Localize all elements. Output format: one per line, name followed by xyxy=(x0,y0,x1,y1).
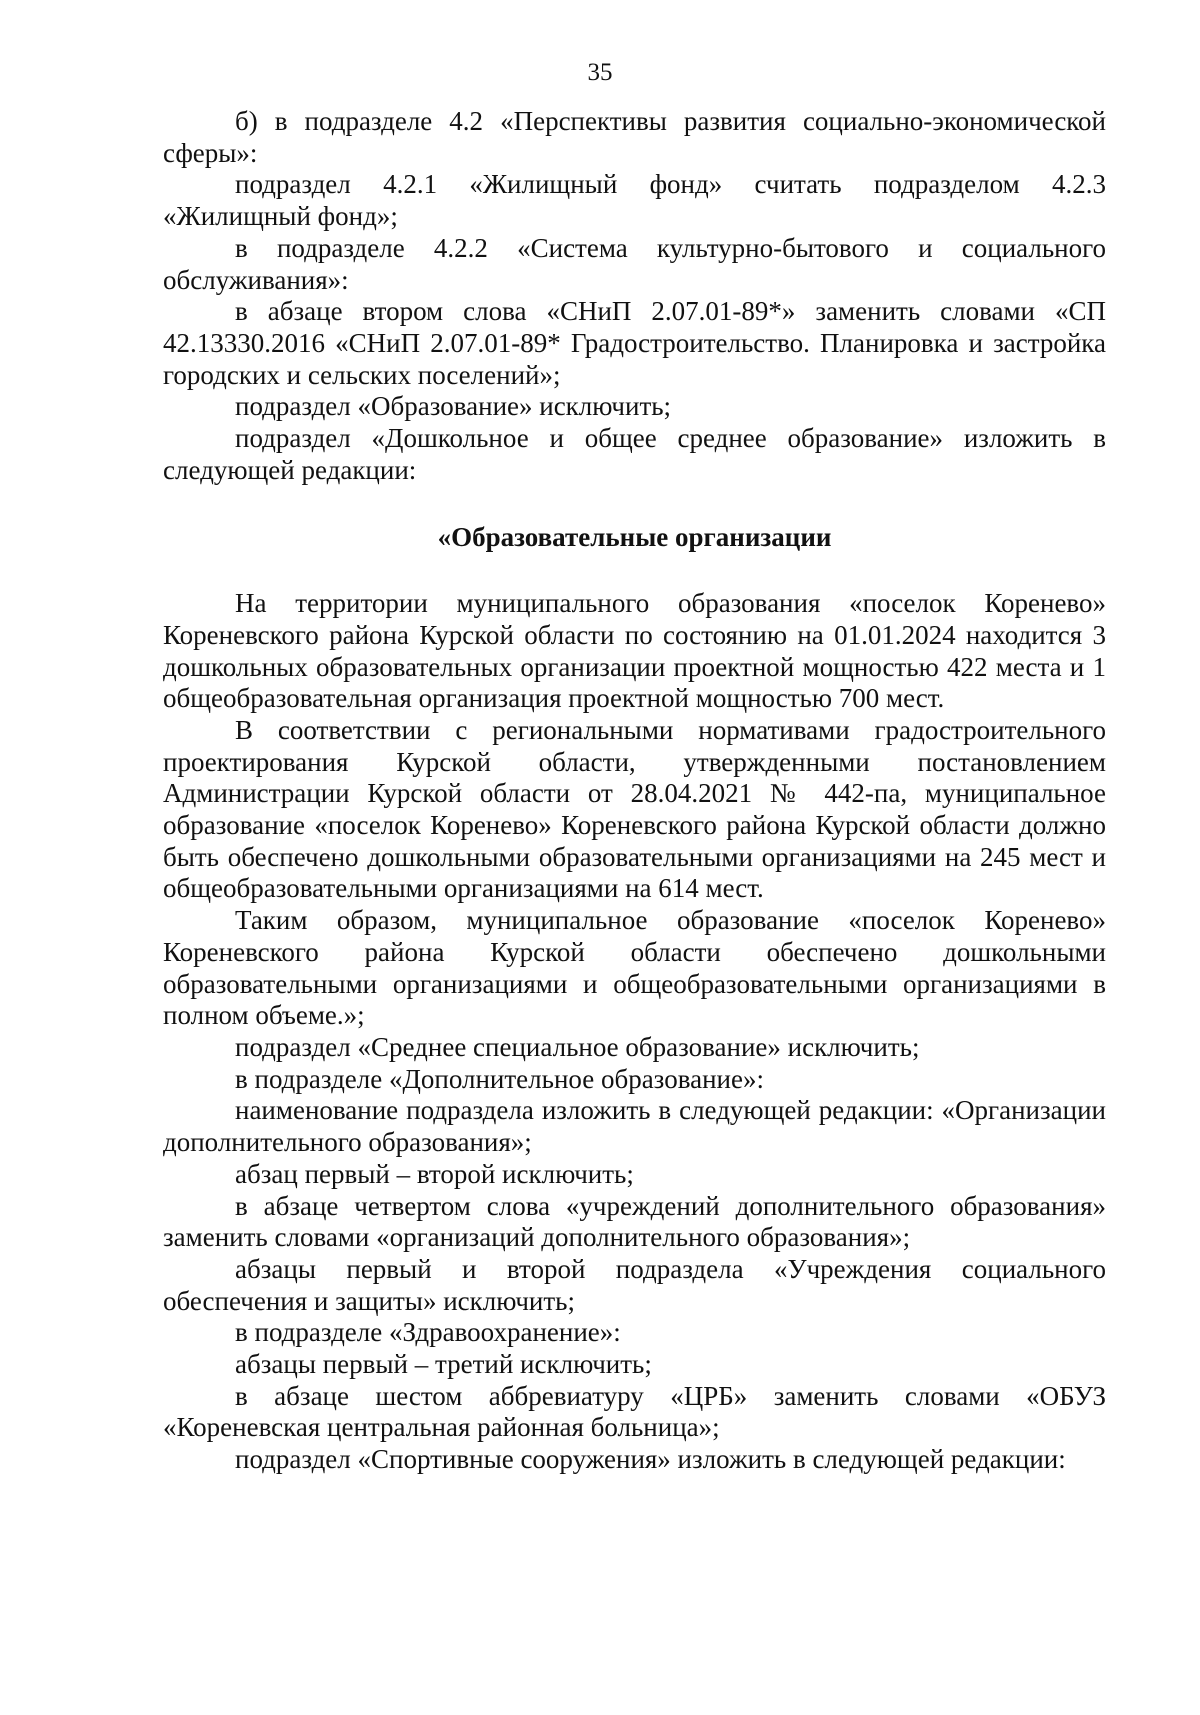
section-heading: «Образовательные организации xyxy=(437,522,832,553)
paragraph: подраздел «Среднее специальное образование» исключить; xyxy=(235,1031,920,1062)
paragraph: подраздел 4.2.1 «Жилищный фонд» считать подразделом 4.2.3 «Жилищный фонд»; xyxy=(163,169,1106,232)
paragraph: подраздел «Спортивные сооружения» изложить в следующей редакции: xyxy=(235,1444,1066,1475)
paragraph: наименование подраздела изложить в следующей редакции: «Организации дополнительного образования»; xyxy=(163,1095,1106,1158)
paragraph: абзацы первый – третий исключить; xyxy=(235,1349,652,1380)
paragraph: абзацы первый и второй подраздела «Учреждения социального обеспечения и защиты» исключить; xyxy=(163,1253,1106,1316)
paragraph: б) в подразделе 4.2 «Перспективы развития социально-экономической сферы»: xyxy=(163,106,1106,168)
document-body xyxy=(163,106,1106,1476)
paragraph: абзац первый – второй исключить; xyxy=(235,1158,634,1189)
paragraph: Таким образом, муниципальное образование «поселок Коренево» Кореневского района Курской области обеспечено дошкольными образовательными организациями и общеобразовательными организациями в полном объеме.»; xyxy=(163,905,1106,1031)
paragraph: в абзаце четвертом слова «учреждений дополнительного образования» заменить словами «организаций дополнительного образования»; xyxy=(163,1190,1106,1253)
paragraph: в абзаце втором слова «СНиП 2.07.01-89*» заменить словами «СП 42.13330.2016 «СНиП 2.07.01-89* Градостроительство. Планировка и застройка городских и сельских поселений»; xyxy=(163,296,1106,390)
paragraph: подраздел «Образование» исключить; xyxy=(235,391,672,422)
paragraph: в подразделе «Дополнительное образование»: xyxy=(235,1063,764,1094)
page-number: 35 xyxy=(587,59,613,86)
paragraph: в абзаце шестом аббревиатуру «ЦРБ» заменить словами «ОБУЗ «Кореневская центральная районная больница»; xyxy=(163,1380,1106,1443)
paragraph: В соответствии с региональными нормативами градостроительного проектирования Курской области, утвержденными постановлением Администрации Курской области от 28.04.2021 № 442-па, муниципальное образование «поселок Коренево» Кореневского района Курской области должно быть обеспечено дошкольными образовательными организациями на 245 мест и общеобразовательными организациями на 614 мест. xyxy=(163,714,1106,904)
paragraph: в подразделе 4.2.2 «Система культурно-бытового и социального обслуживания»: xyxy=(163,232,1106,295)
paragraph: На территории муниципального образования «поселок Коренево» Кореневского района Курской области по состоянию на 01.01.2024 находится 3 дошкольных образовательных организации проектной мощностью 422 места и 1 общеобразовательная организация проектной мощностью 700 мест. xyxy=(163,588,1106,714)
paragraph: подраздел «Дошкольное и общее среднее образование» изложить в следующей редакции: xyxy=(163,423,1106,485)
paragraph: в подразделе «Здравоохранение»: xyxy=(235,1317,621,1348)
